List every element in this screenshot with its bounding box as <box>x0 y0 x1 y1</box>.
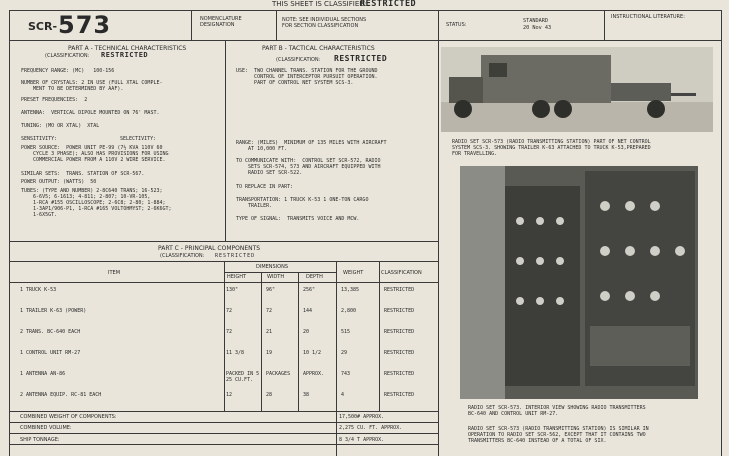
cell-class: RESTRICTED <box>384 392 415 398</box>
part-b-title: PART B - TACTICAL CHARACTERISTICS <box>262 45 375 52</box>
ship-tonnage-value: 8 3/4 T APPROX. <box>339 437 385 443</box>
classified-stamp: RESTRICTED <box>360 0 417 9</box>
section-note: NOTE: SEE INDIVIDUAL SECTIONS FOR SECTION CLASSIFICATION <box>282 17 367 29</box>
cell-width: 28 <box>266 392 273 398</box>
selectivity: SELECTIVITY: <box>120 136 157 142</box>
status-date: 20 Nov 43 <box>523 25 552 31</box>
combined-volume-value: 2,275 CU. FT. APPROX. <box>339 425 403 431</box>
cell-depth: 10 1/2 <box>303 350 322 356</box>
combined-weight-value: 17,500# APPROX. <box>339 414 385 420</box>
cell-class: RESTRICTED <box>384 287 415 293</box>
antenna: ANTENNA: VERTICAL DIPOLE MOUNTED ON 76' MAST. <box>21 110 160 116</box>
part-a-classification-stamp: RESTRICTED <box>101 51 149 59</box>
cell-depth: 20 <box>303 329 310 335</box>
cell-width: 21 <box>266 329 273 335</box>
frequency-range: FREQUENCY RANGE: (MC) 100-156 <box>21 68 115 74</box>
part-c-classification-value: RESTRICTED <box>215 253 256 259</box>
cell-width: PACKAGES <box>266 371 291 377</box>
part-a-title: PART A - TECHNICAL CHARACTERISTICS <box>68 45 187 52</box>
cell-weight: 515 <box>341 329 351 335</box>
col-width: WIDTH <box>267 274 285 280</box>
instructional-literature-label: INSTRUCTIONAL LITERATURE: <box>611 14 685 20</box>
cell-class: RESTRICTED <box>384 329 415 335</box>
nomenclature-label: NOMENCLATURE DESIGNATION <box>200 16 242 28</box>
replace-in-part: TO REPLACE IN PART: <box>236 184 294 190</box>
caption-note: RADIO SET SCR-573 (RADIO TRANSMITTING STATION) IS SIMILAR IN OPERATION TO RADIO SET SCR-562, EXCEPT THAT IT CONTAINS TWO TRANSMITTERS BC-640 INSTEAD OF A TOTAL OF SIX. <box>468 426 649 444</box>
cell-weight: 2,800 <box>341 308 357 314</box>
part-c-classification-label: (CLASSIFICATION: <box>160 253 205 259</box>
power-source: POWER SOURCE: POWER UNIT PE-99 (7½ KVA 110V 60 CYCLE 3 PHASE); ALSO HAS PROVISIONS FOR USING COMMERCIAL POWER FROM A 110V 2 WIRE SERVICE. <box>21 145 169 163</box>
cell-height: 12 <box>226 392 233 398</box>
cell-class: RESTRICTED <box>384 350 415 356</box>
scr-number: 573 <box>58 11 112 39</box>
cell-depth: APPROX. <box>303 371 325 377</box>
cell-width: 96" <box>266 287 276 293</box>
classified-label: THIS SHEET IS CLASSIFIED: <box>272 0 368 8</box>
cell-height: 130" <box>226 287 239 293</box>
col-weight: WEIGHT <box>343 270 364 276</box>
combined-weight-label: COMBINED WEIGHT OF COMPONENTS: <box>20 414 117 420</box>
status-label: STATUS: <box>446 22 467 28</box>
cell-height: 11 3/8 <box>226 350 245 356</box>
preset-frequencies: PRESET FREQUENCIES: 2 <box>21 97 88 103</box>
cell-weight: 743 <box>341 371 351 377</box>
crystals: NUMBER OF CRYSTALS: 2 IN USE (FULL XTAL COMPLE- MENT TO BE DETERMINED BY AAF). <box>21 80 163 92</box>
cell-item: 1 TRAILER K-63 (POWER) <box>20 308 87 314</box>
use: USE: TWO CHANNEL TRANS. STATION FOR THE GROUND CONTROL OF INTERCEPTOR PURSUIT OPERATION. PART OF CONTROL NET SYSTEM SCS-3. <box>236 68 378 86</box>
combined-volume-label: COMBINED VOLUME: <box>20 425 72 431</box>
status-value: STANDARD <box>523 18 548 24</box>
cell-width: 19 <box>266 350 273 356</box>
scr-prefix: SCR- <box>28 20 58 33</box>
cell-width: 72 <box>266 308 273 314</box>
ship-tonnage-label: SHIP TONNAGE: <box>20 437 60 443</box>
col-depth: DEPTH <box>306 274 323 280</box>
col-dimensions: DIMENSIONS <box>256 264 289 270</box>
interior-photo-image <box>460 166 698 399</box>
cell-depth: 144 <box>303 308 313 314</box>
cell-weight: 13,385 <box>341 287 360 293</box>
cell-item: 1 TRUCK K-53 <box>20 287 57 293</box>
cell-class: RESTRICTED <box>384 371 415 377</box>
truck-photo-image <box>441 47 713 132</box>
range: RANGE: (MILES) MINIMUM OF 135 MILES WITH AIRCRAFT AT 10,000 FT. <box>236 140 387 152</box>
cell-weight: 4 <box>341 392 345 398</box>
cell-item: 1 CONTROL UNIT RM-27 <box>20 350 81 356</box>
truck-photo <box>441 47 713 132</box>
cell-depth: 256" <box>303 287 316 293</box>
cell-item: 2 ANTENNA EQUIP. RC-81 EACH <box>20 392 102 398</box>
cell-height: 72 <box>226 308 233 314</box>
power-output: POWER OUTPUT: (WATTS) 50 <box>21 179 97 185</box>
similar-sets: SIMILAR SETS: TRANS. STATION OF SCR-567. <box>21 171 145 177</box>
tubes: TUBES: (TYPE AND NUMBER) 2-8C640 TRANS; 16-523; 6-6V5; 6-1613; 4-811; 2-807; 10-VR-105, 1-RCA #155 OSCILLOSCOPE; 2-6C8; 2-80; 1-884; 1-3AP1/906-P1, 1-RCA #165 VOLTOHMYST; 2-6K6GT; 1-6X5GT. <box>21 188 172 218</box>
caption-interior: RADIO SET SCR-573. INTERIOR VIEW SHOWING RADIO TRANSMITTERS BC-640 AND CONTROL UNIT RM-27. <box>468 405 646 417</box>
cell-item: 1 ANTENNA AN-86 <box>20 371 66 377</box>
communicate-with: TO COMMUNICATE WITH: CONTROL SET SCR-572, RADIO SETS SCR-574, 573 AND AIRCRAFT EQUIPPED WITH RADIO SET SCR-522. <box>236 158 381 176</box>
col-item: ITEM <box>108 270 121 276</box>
col-classification: CLASSIFICATION <box>381 270 422 276</box>
part-a-classification-label: (CLASSIFICATION: <box>45 53 90 59</box>
cell-height: 72 <box>226 329 233 335</box>
part-b-classification-stamp: RESTRICTED <box>334 54 388 63</box>
cell-item: 2 TRANS. BC-640 EACH <box>20 329 81 335</box>
cell-class: RESTRICTED <box>384 308 415 314</box>
transportation: TRANSPORTATION: 1 TRUCK K-53 1 ONE-TON CARGO TRAILER. <box>236 197 369 209</box>
col-height: HEIGHT <box>227 274 247 280</box>
signal-type: TYPE OF SIGNAL: TRANSMITS VOICE AND MCW. <box>236 216 360 222</box>
interior-photo <box>460 166 698 399</box>
part-b-classification-label: (CLASSIFICATION: <box>276 57 321 63</box>
cell-depth: 38 <box>303 392 310 398</box>
tuning: TUNING: (MO OR XTAL) XTAL <box>21 123 100 129</box>
caption-top: RADIO SET SCR-573 (RADIO TRANSMITTING STATION) PART OF NET CONTROL SYSTEM SCS-3. SHOWING TRAILER K-63 ATTACHED TO TRUCK K-53,PREPARED FOR TRAVELLING. <box>452 139 651 157</box>
cell-weight: 29 <box>341 350 348 356</box>
sensitivity: SENSITIVITY: <box>21 136 58 142</box>
cell-height: PACKED IN 5 25 CU.FT. <box>226 371 260 383</box>
part-c-title: PART C - PRINCIPAL COMPONENTS <box>158 245 261 252</box>
